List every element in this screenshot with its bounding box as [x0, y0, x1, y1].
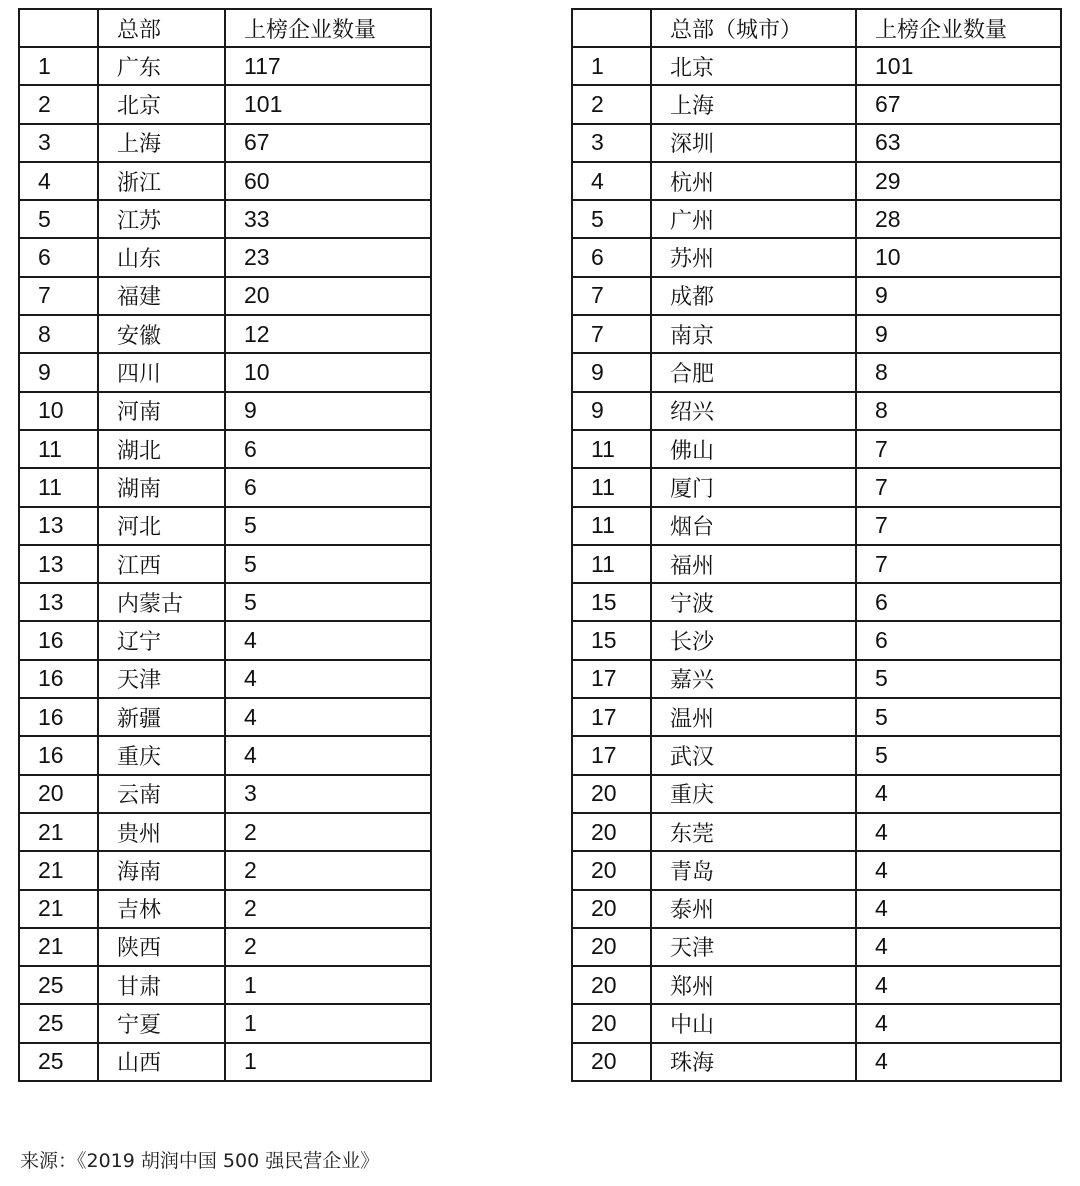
count-cell: 5 — [225, 545, 431, 583]
count-cell: 4 — [856, 890, 1061, 928]
headquarters-cell: 上海 — [98, 124, 225, 162]
header-headquarters: 总部 — [98, 9, 225, 47]
headquarters-cell: 宁波 — [651, 583, 856, 621]
headquarters-cell: 湖南 — [98, 468, 225, 506]
table-row — [19, 315, 431, 353]
count-cell: 5 — [856, 698, 1061, 736]
rank-cell: 20 — [572, 928, 651, 966]
header-rank — [572, 9, 651, 47]
count-cell: 117 — [225, 47, 431, 85]
headquarters-cell: 厦门 — [651, 468, 856, 506]
headquarters-cell: 深圳 — [651, 124, 856, 162]
table-row — [19, 200, 431, 238]
count-cell: 6 — [225, 468, 431, 506]
headquarters-cell: 辽宁 — [98, 621, 225, 659]
rank-cell: 20 — [572, 1043, 651, 1081]
headquarters-cell: 泰州 — [651, 890, 856, 928]
table-row — [572, 966, 1061, 1004]
table-row — [572, 890, 1061, 928]
table-row — [19, 851, 431, 889]
headquarters-cell: 上海 — [651, 85, 856, 123]
rank-cell: 7 — [572, 315, 651, 353]
rank-cell: 13 — [19, 583, 98, 621]
headquarters-cell: 福州 — [651, 545, 856, 583]
rank-cell: 20 — [572, 890, 651, 928]
table-row — [572, 545, 1061, 583]
table-header-row — [572, 9, 1061, 47]
rank-cell: 10 — [19, 392, 98, 430]
rank-cell: 20 — [572, 1004, 651, 1042]
rank-cell: 8 — [19, 315, 98, 353]
table-row — [572, 928, 1061, 966]
table-row — [19, 966, 431, 1004]
headquarters-cell: 陕西 — [98, 928, 225, 966]
count-cell: 8 — [856, 392, 1061, 430]
table-row — [572, 392, 1061, 430]
table-row — [572, 583, 1061, 621]
headquarters-cell: 江西 — [98, 545, 225, 583]
table-row — [572, 430, 1061, 468]
count-cell: 60 — [225, 162, 431, 200]
table-row — [572, 851, 1061, 889]
headquarters-cell: 重庆 — [98, 736, 225, 774]
table-row — [572, 200, 1061, 238]
rank-cell: 16 — [19, 660, 98, 698]
rank-cell: 9 — [19, 353, 98, 391]
count-cell: 9 — [225, 392, 431, 430]
count-cell: 2 — [225, 890, 431, 928]
table-row — [19, 277, 431, 315]
rank-cell: 16 — [19, 698, 98, 736]
table-row — [572, 507, 1061, 545]
rank-cell: 1 — [19, 47, 98, 85]
headquarters-cell: 绍兴 — [651, 392, 856, 430]
table-row — [19, 392, 431, 430]
rank-cell: 13 — [19, 545, 98, 583]
table-row — [572, 736, 1061, 774]
headquarters-cell: 温州 — [651, 698, 856, 736]
rank-cell: 20 — [572, 813, 651, 851]
table-row — [572, 660, 1061, 698]
table-row — [19, 238, 431, 276]
count-cell: 29 — [856, 162, 1061, 200]
table-row — [572, 1004, 1061, 1042]
headquarters-cell: 云南 — [98, 775, 225, 813]
table-row — [572, 353, 1061, 391]
table-row — [572, 813, 1061, 851]
headquarters-cell: 四川 — [98, 353, 225, 391]
source-caption: 来源：《2019 胡润中国 500 强民营企业》 — [20, 1150, 380, 1172]
headquarters-cell: 内蒙古 — [98, 583, 225, 621]
headquarters-cell: 青岛 — [651, 851, 856, 889]
rank-cell: 20 — [572, 966, 651, 1004]
count-cell: 20 — [225, 277, 431, 315]
count-cell: 4 — [856, 1043, 1061, 1081]
count-cell: 1 — [225, 1043, 431, 1081]
count-cell: 6 — [225, 430, 431, 468]
count-cell: 5 — [225, 507, 431, 545]
header-count: 上榜企业数量 — [225, 9, 431, 47]
headquarters-cell: 浙江 — [98, 162, 225, 200]
table-row — [19, 353, 431, 391]
rank-cell: 25 — [19, 1043, 98, 1081]
headquarters-cell: 北京 — [651, 47, 856, 85]
count-cell: 2 — [225, 928, 431, 966]
headquarters-cell: 武汉 — [651, 736, 856, 774]
table-row — [19, 775, 431, 813]
count-cell: 28 — [856, 200, 1061, 238]
table-row — [572, 47, 1061, 85]
rank-cell: 11 — [19, 430, 98, 468]
table-header-row — [19, 9, 431, 47]
city-ranking-table — [571, 8, 1062, 1082]
table-row — [19, 621, 431, 659]
rank-cell: 25 — [19, 966, 98, 1004]
table-row — [572, 775, 1061, 813]
table-row — [19, 507, 431, 545]
rank-cell: 15 — [572, 583, 651, 621]
rank-cell: 11 — [19, 468, 98, 506]
headquarters-cell: 长沙 — [651, 621, 856, 659]
count-cell: 3 — [225, 775, 431, 813]
count-cell: 101 — [225, 85, 431, 123]
headquarters-cell: 杭州 — [651, 162, 856, 200]
rank-cell: 17 — [572, 736, 651, 774]
count-cell: 5 — [225, 583, 431, 621]
header-headquarters-city: 总部（城市） — [651, 9, 856, 47]
headquarters-cell: 贵州 — [98, 813, 225, 851]
table-row — [19, 1043, 431, 1081]
rank-cell: 11 — [572, 507, 651, 545]
rank-cell: 20 — [19, 775, 98, 813]
table-row — [572, 85, 1061, 123]
headquarters-cell: 天津 — [651, 928, 856, 966]
header-rank — [19, 9, 98, 47]
count-cell: 67 — [856, 85, 1061, 123]
count-cell: 4 — [856, 1004, 1061, 1042]
table-row — [572, 315, 1061, 353]
count-cell: 67 — [225, 124, 431, 162]
count-cell: 4 — [856, 928, 1061, 966]
count-cell: 10 — [225, 353, 431, 391]
rank-cell: 21 — [19, 928, 98, 966]
headquarters-cell: 东莞 — [651, 813, 856, 851]
rank-cell: 3 — [572, 124, 651, 162]
count-cell: 5 — [856, 736, 1061, 774]
headquarters-cell: 中山 — [651, 1004, 856, 1042]
rank-cell: 4 — [19, 162, 98, 200]
count-cell: 4 — [225, 698, 431, 736]
headquarters-cell: 湖北 — [98, 430, 225, 468]
count-cell: 1 — [225, 966, 431, 1004]
headquarters-cell: 江苏 — [98, 200, 225, 238]
count-cell: 2 — [225, 851, 431, 889]
headquarters-cell: 安徽 — [98, 315, 225, 353]
count-cell: 9 — [856, 277, 1061, 315]
rank-cell: 3 — [19, 124, 98, 162]
rank-cell: 6 — [572, 238, 651, 276]
table-row — [19, 890, 431, 928]
table-row — [19, 430, 431, 468]
headquarters-cell: 广州 — [651, 200, 856, 238]
rank-cell: 17 — [572, 698, 651, 736]
headquarters-cell: 天津 — [98, 660, 225, 698]
table-row — [19, 698, 431, 736]
table-row — [19, 583, 431, 621]
count-cell: 7 — [856, 430, 1061, 468]
rank-cell: 11 — [572, 430, 651, 468]
table-row — [19, 47, 431, 85]
count-cell: 6 — [856, 621, 1061, 659]
headquarters-cell: 河南 — [98, 392, 225, 430]
rank-cell: 17 — [572, 660, 651, 698]
rank-cell: 9 — [572, 392, 651, 430]
rank-cell: 20 — [572, 775, 651, 813]
headquarters-cell: 河北 — [98, 507, 225, 545]
rank-cell: 25 — [19, 1004, 98, 1042]
rank-cell: 7 — [19, 277, 98, 315]
rank-cell: 21 — [19, 813, 98, 851]
count-cell: 33 — [225, 200, 431, 238]
count-cell: 101 — [856, 47, 1061, 85]
headquarters-cell: 山西 — [98, 1043, 225, 1081]
count-cell: 9 — [856, 315, 1061, 353]
table-row — [19, 660, 431, 698]
headquarters-cell: 珠海 — [651, 1043, 856, 1081]
province-ranking-table — [18, 8, 432, 1082]
rank-cell: 4 — [572, 162, 651, 200]
rank-cell: 11 — [572, 545, 651, 583]
count-cell: 1 — [225, 1004, 431, 1042]
rank-cell: 1 — [572, 47, 651, 85]
count-cell: 10 — [856, 238, 1061, 276]
headquarters-cell: 重庆 — [651, 775, 856, 813]
count-cell: 6 — [856, 583, 1061, 621]
headquarters-cell: 山东 — [98, 238, 225, 276]
rank-cell: 13 — [19, 507, 98, 545]
table-row — [19, 736, 431, 774]
rank-cell: 5 — [572, 200, 651, 238]
table-row — [19, 468, 431, 506]
count-cell: 4 — [225, 736, 431, 774]
count-cell: 7 — [856, 545, 1061, 583]
rank-cell: 9 — [572, 353, 651, 391]
rank-cell: 16 — [19, 621, 98, 659]
headquarters-cell: 广东 — [98, 47, 225, 85]
table-row — [572, 1043, 1061, 1081]
table-row — [19, 813, 431, 851]
headquarters-cell: 海南 — [98, 851, 225, 889]
rank-cell: 2 — [572, 85, 651, 123]
table-row — [572, 621, 1061, 659]
rank-cell: 11 — [572, 468, 651, 506]
count-cell: 8 — [856, 353, 1061, 391]
table-row — [19, 85, 431, 123]
headquarters-cell: 郑州 — [651, 966, 856, 1004]
table-row — [572, 468, 1061, 506]
table-row — [19, 124, 431, 162]
rank-cell: 16 — [19, 736, 98, 774]
table-row — [572, 277, 1061, 315]
table-row — [572, 162, 1061, 200]
headquarters-cell: 新疆 — [98, 698, 225, 736]
rank-cell: 15 — [572, 621, 651, 659]
table-row — [572, 238, 1061, 276]
count-cell: 4 — [856, 775, 1061, 813]
headquarters-cell: 苏州 — [651, 238, 856, 276]
rank-cell: 5 — [19, 200, 98, 238]
rank-cell: 21 — [19, 890, 98, 928]
table-row — [19, 928, 431, 966]
headquarters-cell: 南京 — [651, 315, 856, 353]
table-row — [19, 1004, 431, 1042]
headquarters-cell: 吉林 — [98, 890, 225, 928]
table-row — [19, 545, 431, 583]
count-cell: 4 — [856, 966, 1061, 1004]
headquarters-cell: 合肥 — [651, 353, 856, 391]
table-row — [19, 162, 431, 200]
headquarters-cell: 成都 — [651, 277, 856, 315]
headquarters-cell: 佛山 — [651, 430, 856, 468]
count-cell: 5 — [856, 660, 1061, 698]
rank-cell: 6 — [19, 238, 98, 276]
rank-cell: 7 — [572, 277, 651, 315]
count-cell: 23 — [225, 238, 431, 276]
headquarters-cell: 甘肃 — [98, 966, 225, 1004]
count-cell: 4 — [856, 851, 1061, 889]
headquarters-cell: 宁夏 — [98, 1004, 225, 1042]
rank-cell: 2 — [19, 85, 98, 123]
headquarters-cell: 嘉兴 — [651, 660, 856, 698]
rank-cell: 20 — [572, 851, 651, 889]
count-cell: 63 — [856, 124, 1061, 162]
header-count: 上榜企业数量 — [856, 9, 1061, 47]
count-cell: 4 — [856, 813, 1061, 851]
headquarters-cell: 烟台 — [651, 507, 856, 545]
count-cell: 4 — [225, 621, 431, 659]
table-row — [572, 124, 1061, 162]
count-cell: 2 — [225, 813, 431, 851]
headquarters-cell: 北京 — [98, 85, 225, 123]
count-cell: 4 — [225, 660, 431, 698]
headquarters-cell: 福建 — [98, 277, 225, 315]
count-cell: 7 — [856, 468, 1061, 506]
count-cell: 7 — [856, 507, 1061, 545]
count-cell: 12 — [225, 315, 431, 353]
table-row — [572, 698, 1061, 736]
rank-cell: 21 — [19, 851, 98, 889]
